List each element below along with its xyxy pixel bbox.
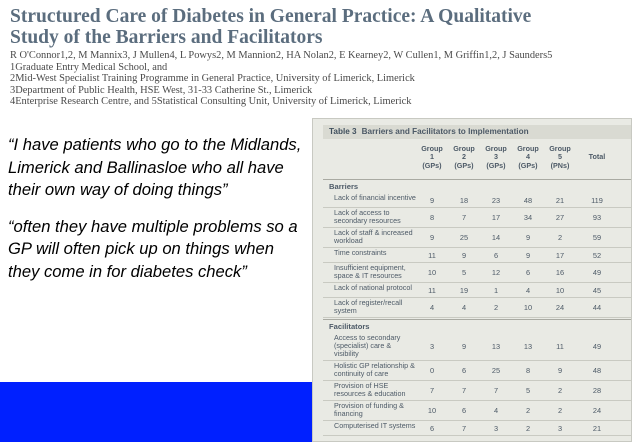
table-cell: 2 [493, 303, 499, 312]
table-cell: 18 [459, 195, 469, 205]
table-cell: 49 [592, 342, 602, 351]
table-cell: 2 [557, 406, 563, 415]
row-label-line: Insufficient equipment, [334, 263, 406, 272]
row-label-line: continuity of care [334, 369, 389, 378]
table-row [323, 298, 631, 317]
row-label-line: Lack of national protocol [334, 283, 412, 292]
section-heading: Facilitators [329, 322, 370, 331]
row-label-line: Provision of HSE [334, 381, 389, 390]
row-label [334, 229, 413, 245]
table-row [323, 193, 631, 207]
table-cell: 3 [557, 423, 563, 433]
table-cell: 9 [461, 342, 467, 351]
row-label-line: Lack of register/recall [334, 298, 403, 307]
table-cell: 11 [428, 285, 436, 295]
row-label-line: Computerised IT systems [334, 421, 416, 430]
table-cell: 59 [592, 233, 602, 242]
row-label [334, 382, 406, 398]
row-label [334, 249, 386, 257]
table-cell: 21 [592, 423, 602, 433]
row-label-line: visibility [334, 349, 359, 358]
table-cell: 24 [592, 406, 602, 415]
column-header-line: (PNs) [550, 160, 570, 170]
row-label-line: Time constraints [334, 248, 387, 257]
row-label-line: workload [334, 236, 363, 245]
table-cell: 13 [491, 342, 501, 351]
row-label [334, 299, 402, 315]
column-header [582, 153, 612, 161]
table-cell: 11 [428, 250, 436, 260]
table-image [312, 118, 632, 442]
column-header-line: (GPs) [454, 160, 474, 170]
row-label-line: Lack of access to [334, 208, 390, 217]
quote-1: “I have patients who go to the Midlands, Limerick and Ballinasloe who all have their own way of doing things” [8, 135, 302, 199]
table-caption-bar [323, 125, 631, 139]
table-row [323, 333, 631, 360]
column-header [481, 145, 511, 170]
table-cell: 93 [592, 213, 602, 222]
title-line-2: Study of the Barriers and Facilitators [10, 27, 323, 48]
table-row [323, 361, 631, 380]
column-header-line: 2 [462, 152, 466, 162]
table-cell: 49 [592, 268, 602, 277]
table-cell: 48 [523, 195, 533, 205]
table-cell: 0 [429, 366, 435, 375]
table-row [323, 401, 631, 420]
table-cell: 10 [555, 285, 565, 295]
table-cell: 2 [525, 423, 531, 433]
table-cell: 25 [459, 233, 469, 242]
section-rule [323, 319, 631, 320]
table-cell: 3 [493, 423, 499, 433]
table-cell: 13 [523, 342, 533, 351]
row-label [334, 422, 415, 430]
table-cell: 10 [427, 406, 437, 415]
table-cell: 6 [461, 366, 467, 375]
row-label-line: system [334, 306, 357, 315]
column-header [449, 145, 479, 170]
table-cell: 27 [555, 213, 565, 222]
table-row [323, 283, 631, 297]
column-header-line: (GPs) [518, 160, 538, 170]
column-header-line: (GPs) [422, 160, 442, 170]
table-caption: Barriers and Facilitators to Implementation [361, 127, 529, 136]
row-label-line: (specialist) care & [334, 341, 392, 350]
table-row [323, 381, 631, 400]
table-row [323, 421, 631, 435]
table-cell: 52 [592, 250, 602, 260]
table-row [323, 208, 631, 227]
table-cell: 11 [556, 342, 564, 351]
table-cell: 2 [557, 386, 563, 395]
title-line-1: Structured Care of Diabetes in General Practice: A Qualitative [10, 6, 532, 27]
row-label-line: space & IT resources [334, 271, 402, 280]
column-header-line: Group [517, 144, 539, 153]
row-label [334, 334, 400, 358]
table-cell: 10 [427, 268, 437, 277]
table-cell: 6 [461, 406, 467, 415]
table-cell: 19 [459, 285, 469, 295]
table-cell: 9 [525, 233, 531, 242]
table-cell: 16 [555, 268, 565, 277]
column-header-line: Total [588, 152, 606, 161]
column-header [513, 145, 543, 170]
table-cell: 17 [491, 213, 501, 222]
column-header-line: Group [421, 144, 443, 153]
table-cell: 4 [525, 285, 531, 295]
column-header-line: Group [485, 144, 507, 153]
row-label-line: Lack of staff & increased [334, 228, 413, 237]
table-cell: 4 [493, 406, 499, 415]
row-label-line: Provision of funding & [334, 401, 404, 410]
row-label-line: financing [334, 409, 363, 418]
table-cell: 119 [591, 195, 603, 205]
table-cell: 9 [429, 233, 435, 242]
table-cell: 34 [523, 213, 533, 222]
paper-title [10, 6, 630, 48]
table-row [323, 263, 631, 282]
row-label [334, 362, 415, 378]
table-cell: 2 [557, 233, 563, 242]
table-cell: 1 [493, 285, 499, 295]
row-label [334, 402, 404, 418]
table-cell: 2 [525, 406, 531, 415]
quote-2: “often they have multiple problems so a GP will often pick up on things when they come in for diabetes check” [8, 216, 298, 281]
affiliation-2: 2Mid-West Specialist Training Programme in General Practice, University of Limerick, Limerick [10, 73, 415, 85]
table-cell: 9 [557, 366, 563, 375]
table-cell: 8 [525, 366, 531, 375]
column-header [545, 145, 575, 170]
table-cell: 28 [592, 386, 602, 395]
table-cell: 7 [429, 386, 435, 395]
table-cell: 9 [525, 250, 531, 260]
table-row [323, 228, 631, 247]
row-label [334, 194, 416, 202]
table-cell: 7 [461, 213, 467, 222]
table-cell: 6 [525, 268, 531, 277]
column-header [417, 145, 447, 170]
row-label-line: Access to secondary [334, 333, 401, 342]
affiliation-1: 1Graduate Entry Medical School, and [10, 61, 168, 73]
table-number: Table 3 [329, 127, 357, 136]
table-cell: 3 [429, 342, 435, 351]
table-cell: 5 [525, 386, 531, 395]
table-cell: 7 [461, 386, 467, 395]
author-list: R O'Connor1,2, M Mannix3, J Mullen4, L Powys2, M Mannion2, HA Nolan2, E Kearney2, W Cullen1, M Griffin1,2, J Saunders5 [10, 50, 553, 61]
row-separator [323, 435, 631, 436]
row-separator [323, 317, 631, 318]
table-cell: 9 [429, 195, 435, 205]
table-cell: 23 [491, 195, 501, 205]
affiliation-4: 4Enterprise Research Centre, and 5Statistical Consulting Unit, University of Limerick, Limerick [10, 96, 412, 108]
table-column-headers [323, 141, 631, 181]
column-header-line: 3 [494, 152, 498, 162]
table-cell: 21 [555, 195, 565, 205]
row-label [334, 284, 412, 292]
table-cell: 6 [493, 250, 499, 260]
table-cell: 9 [461, 250, 467, 260]
affiliation-3: 3Department of Public Health, HSE West, 31-33 Catherine St., Limerick [10, 84, 313, 96]
table-cell: 7 [493, 386, 499, 395]
column-header-line: (GPs) [486, 160, 506, 170]
table-row [323, 248, 631, 262]
table-cell: 8 [429, 213, 435, 222]
table-cell: 48 [592, 366, 602, 375]
column-header-line: 5 [558, 152, 562, 162]
table-cell: 10 [523, 303, 533, 312]
column-header-line: 4 [526, 152, 530, 162]
column-header-line: Group [453, 144, 475, 153]
row-label-line: resources & education [334, 389, 406, 398]
table-cell: 44 [592, 303, 602, 312]
accent-box [0, 382, 312, 442]
paper-header [10, 6, 630, 108]
table-cell: 7 [461, 423, 467, 433]
table-cell: 4 [461, 303, 467, 312]
table-cell: 5 [461, 268, 467, 277]
table-cell: 14 [491, 233, 501, 242]
table-cell: 24 [555, 303, 565, 312]
row-label-line: Holistic GP relationship & [334, 361, 415, 370]
column-header-line: Group [549, 144, 571, 153]
table-cell: 6 [429, 423, 435, 433]
table-rule [323, 179, 631, 180]
table-cell: 45 [592, 285, 602, 295]
column-header-line: 1 [430, 152, 434, 162]
row-label [334, 209, 401, 225]
quote-panel [8, 134, 308, 283]
row-label [334, 264, 406, 280]
table-cell: 4 [429, 303, 435, 312]
table-cell: 12 [491, 268, 501, 277]
table-cell: 25 [491, 366, 501, 375]
row-label-line: Lack of financial incentive [334, 193, 416, 202]
section-heading: Barriers [329, 182, 359, 191]
row-label-line: secondary resources [334, 216, 401, 225]
table-cell: 17 [555, 250, 565, 260]
